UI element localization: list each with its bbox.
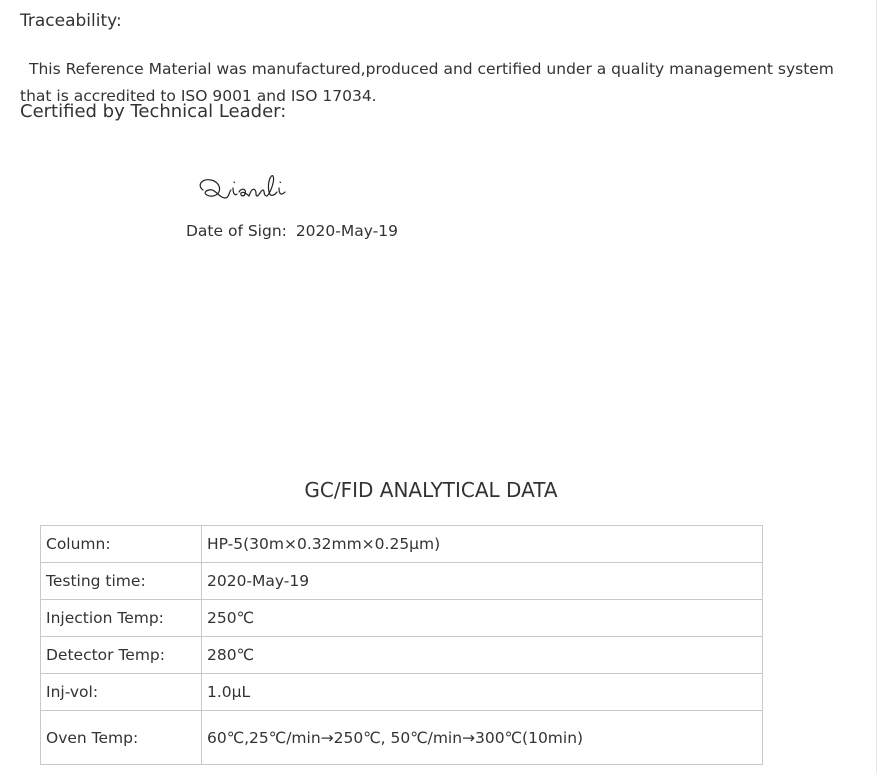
row-label-detector-temp: Detector Temp: <box>41 637 202 674</box>
table-row <box>41 711 763 765</box>
signature-image <box>193 168 293 208</box>
row-label-testing-time: Testing time: <box>41 563 202 600</box>
row-label-oven-temp: Oven Temp: <box>41 711 202 765</box>
row-value-testing-time: 2020-May-19 <box>202 563 763 600</box>
date-of-sign-value: 2020-May-19 <box>295 222 398 240</box>
row-label-inj-vol: Inj-vol: <box>41 674 202 711</box>
row-value-inj-vol: 1.0μL <box>202 674 763 711</box>
traceability-statement-line-2: that is accredited to ISO 9001 and ISO 17034. <box>20 87 377 105</box>
certified-by-heading: Certified by Technical Leader: <box>20 101 287 122</box>
gc-fid-section-title: GC/FID ANALYTICAL DATA <box>304 478 558 502</box>
row-label-injection-temp: Injection Temp: <box>41 600 202 637</box>
row-label-column: Column: <box>41 526 202 563</box>
table-row <box>41 563 763 600</box>
row-value-column: HP-5(30m×0.32mm×0.25μm) <box>202 526 763 563</box>
traceability-statement-line-1: This Reference Material was manufactured,produced and certified under a quality management system <box>29 60 834 78</box>
row-value-injection-temp: 250℃ <box>202 600 763 637</box>
table-row <box>41 600 763 637</box>
row-value-oven-temp: 60℃,25℃/min→250℃, 50℃/min→300℃(10min) <box>202 711 763 765</box>
page-edge-divider <box>876 0 877 773</box>
date-of-sign <box>186 222 398 240</box>
traceability-heading: Traceability: <box>20 11 122 31</box>
table-row <box>41 674 763 711</box>
gc-fid-analytical-table <box>40 525 763 765</box>
date-of-sign-label: Date of Sign: <box>186 222 287 240</box>
row-value-detector-temp: 280℃ <box>202 637 763 674</box>
table-row <box>41 526 763 563</box>
table-row <box>41 637 763 674</box>
